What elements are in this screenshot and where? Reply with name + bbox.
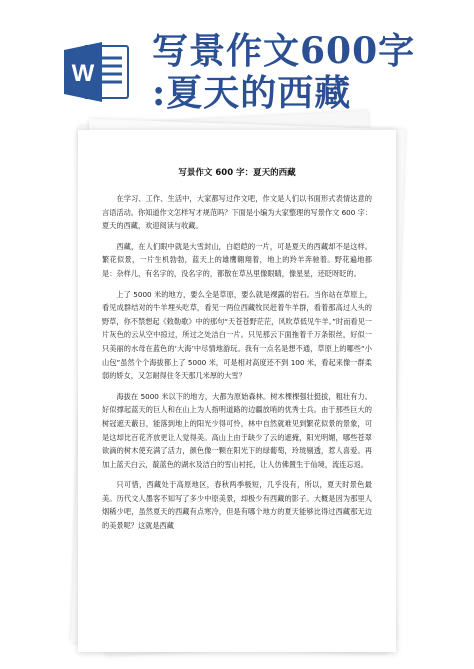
paragraph-2: 西藏，在人们眼中就是大雪封山，白皑皑的一片，可是夏天的西藏却不是这样。繁花似景，一片生机勃勃，蓝天上的雄鹰翱翔着，地上的羚羊奔驰着。野花遍地都是：杂样儿，有名字的，没名字的，都散在草丛里像眼睛，像星星，还眨呀眨的。 — [102, 241, 372, 278]
header — [0, 0, 474, 120]
paragraph-3: 上了 5000 米的地方，要么全是草原，要么就是裸露的岩石。当你站在草原上，看见成群结对的牛羊埋头吃草，看见一两位西藏牧民赶着牛羊群，看着那高过人头的野草，你不禁想起《敕勒歌》中的那句“天苍苍野茫茫，风吹草低见牛羊。”时而看见一片灰色的云从空中掠过，所过之处洁白一片。只见那云下面拖着千万条银丝，好似一只美丽的水母在蓝色的‘大海’中尽情地游玩。我有一点名是想不通，草原上的哪些“小山包”虽然个个海拔都上了 5000 米，可是相对高度还不到 100 米，看起来像一群柔弱的娇女，又怎耐得住冬天那几米厚的大雪？ — [102, 289, 372, 381]
word-document-icon — [62, 40, 132, 104]
header-title-line-1: 写景作文600字 — [152, 30, 416, 72]
header-title-line-2: :夏天的西藏 — [152, 72, 352, 114]
document-page — [78, 130, 396, 652]
header-title — [152, 30, 462, 114]
paragraph-1: 在学习、工作、生活中，大家都写过作文吧，作文是人们以书面形式表情达意的言语活动。你知道作文怎样写才规范吗？下面是小编为大家整理的写景作文 600 字：夏天的西藏，欢迎阅读与收藏。 — [102, 194, 372, 231]
paragraph-5: 只可惜，西藏处于高原地区，春秋两季极短，几乎没有，所以，夏天时景色最美。历代文人墨客不知写了多少中原美景，却极少有西藏的影子。大概是因为那里人烟稀少吧，虽然夏天的西藏有点寒冷，但是有哪个地方的夏天能够比得过西藏那无边的美景呢？这就是西藏 — [102, 480, 372, 531]
document-title: 写景作文 600 字：夏天的西藏 — [178, 168, 296, 178]
paragraph-4: 海拔在 5000 米以下的地方，大都为原始森林。树木棵棵强壮挺拔，粗壮有力。好似撑起蓝天的巨人和在山上为人指明道路的边疆放哨的优秀士兵。由于那些巨大的树冠遮天蔽日，能落到地上的阳光少得可怜，林中自然就难见到繁花似景的景象，可是这却比百花齐放更让人觉得美。高山上由于缺少了云的遮掩，阳光明媚，哪些苍翠欲滴的树木使充满了活力，颜色像一颗在阳光下的绿葡萄，玲珑剔透，惹人喜爱。再加上蓝天白云，靛蓝色的湖水及洁白的雪山衬托，让人仿佛置生于仙境，流连忘返。 — [102, 391, 372, 469]
logo-letter: W — [71, 60, 95, 87]
